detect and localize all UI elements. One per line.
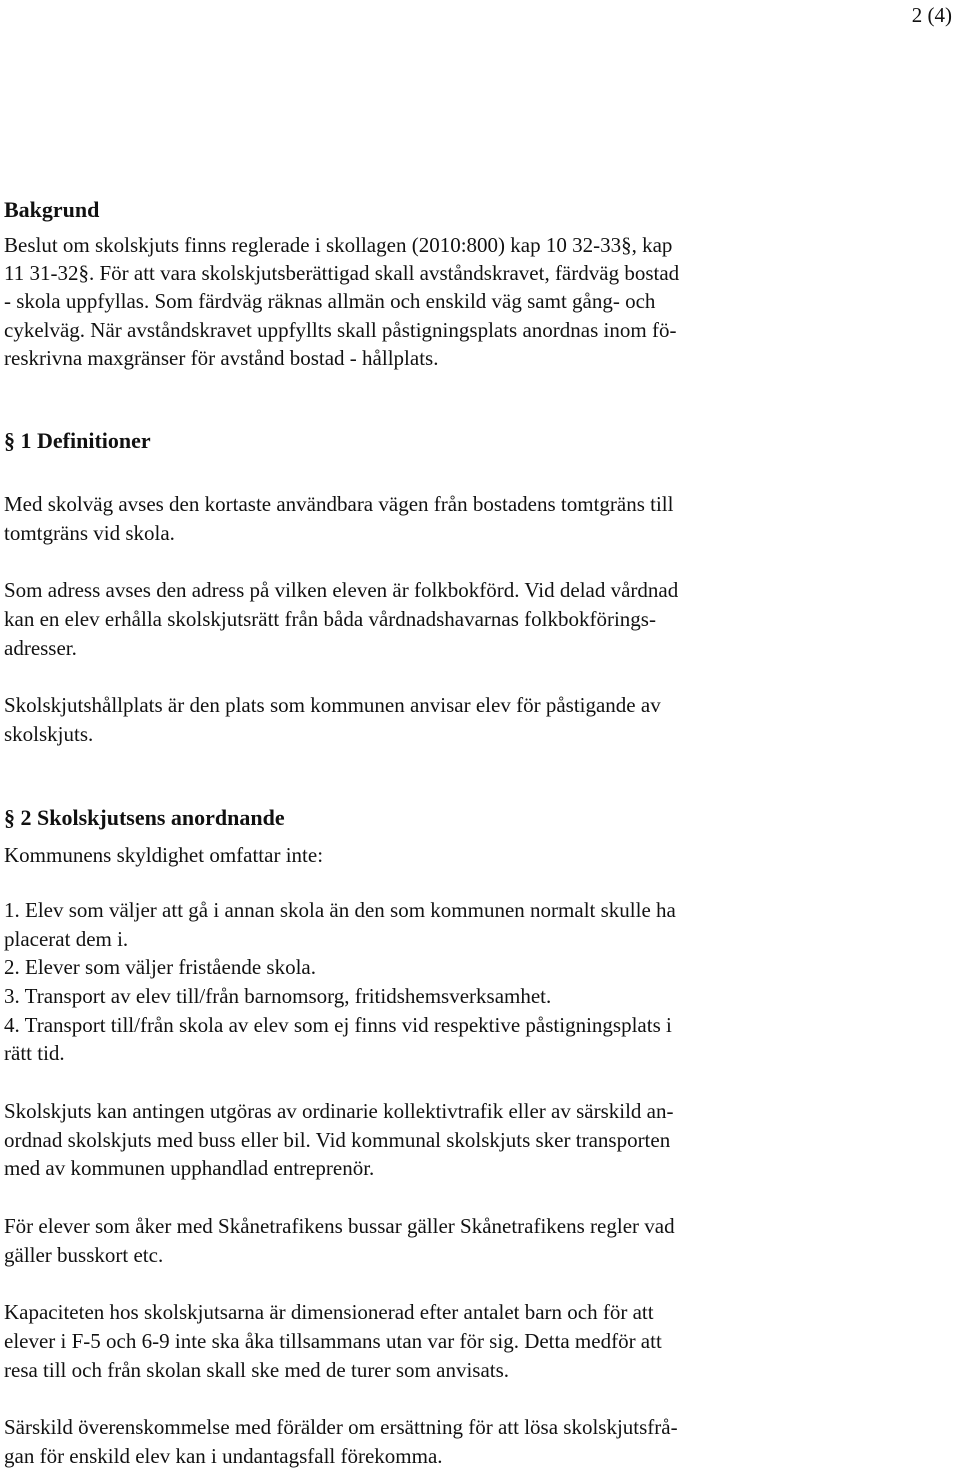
paragraph-line: Kommunens skyldighet omfattar inte: [4,843,324,867]
paragraph-line: med av kommunen upphandlad entreprenör. [4,1156,375,1180]
paragraph-line: gan för enskild elev kan i undantagsfall förekomma. [4,1444,443,1468]
paragraph-line: Kapaciteten hos skolskjutsarna är dimensionerad efter antalet barn och för att [4,1300,654,1324]
paragraph-line: 11 31-32§. För att vara skolskjutsberättigad skall avståndskravet, färdväg bostad [4,261,680,285]
paragraph-line: gäller busskort etc. [4,1243,164,1267]
section-heading-bakgrund: Bakgrund [4,197,100,222]
paragraph-line: reskrivna maxgränser för avstånd bostad - hållplats. [4,346,439,370]
paragraph-line: skolskjuts. [4,722,94,746]
list-item: 3. Transport av elev till/från barnomsorg, fritidshemsverksamhet. [4,984,552,1008]
section-heading-anordnande: § 2 Skolskjutsens anordnande [4,805,285,830]
paragraph-line: Med skolväg avses den kortaste användbara vägen från bostadens tomtgräns till [4,492,674,516]
paragraph-line: cykelväg. När avståndskravet uppfyllts skall påstigningsplats anordnas inom fö- [4,318,677,342]
paragraph-line: tomtgräns vid skola. [4,521,175,545]
paragraph-line: Särskild överenskommelse med förälder om ersättning för att lösa skolskjutsfrå- [4,1415,678,1439]
list-item: 2. Elever som väljer fristående skola. [4,955,316,979]
paragraph-line: - skola uppfyllas. Som färdväg räknas allmän och enskild väg samt gång- och [4,289,656,313]
paragraph-line: Beslut om skolskjuts finns reglerade i skollagen (2010:800) kap 10 32-33§, kap [4,233,673,257]
paragraph-line: kan en elev erhålla skolskjutsrätt från båda vårdnadshavarnas folkbokförings- [4,607,656,631]
list-item: placerat dem i. [4,927,129,951]
paragraph-line: För elever som åker med Skånetrafikens bussar gäller Skånetrafikens regler vad [4,1214,675,1238]
paragraph-line: Skolskjuts kan antingen utgöras av ordinarie kollektivtrafik eller av särskild an- [4,1099,674,1123]
section-heading-definitioner: § 1 Definitioner [4,428,151,453]
paragraph-line: elever i F-5 och 6-9 inte ska åka tillsammans utan var för sig. Detta medför att [4,1329,662,1353]
list-item: 4. Transport till/från skola av elev som ej finns vid respektive påstigningsplats i [4,1013,672,1037]
list-item: rätt tid. [4,1041,65,1065]
paragraph-line: resa till och från skolan skall ske med de turer som anvisats. [4,1358,510,1382]
paragraph-line: Skolskjutshållplats är den plats som kommunen anvisar elev för påstigande av [4,693,661,717]
list-item: 1. Elev som väljer att gå i annan skola än den som kommunen normalt skulle ha [4,898,676,922]
paragraph-line: ordnad skolskjuts med buss eller bil. Vid kommunal skolskjuts sker transporten [4,1128,671,1152]
paragraph-line: Som adress avses den adress på vilken eleven är folkbokförd. Vid delad vårdnad [4,578,679,602]
paragraph-line: adresser. [4,636,77,660]
page-number: 2 (4) [911,3,952,27]
